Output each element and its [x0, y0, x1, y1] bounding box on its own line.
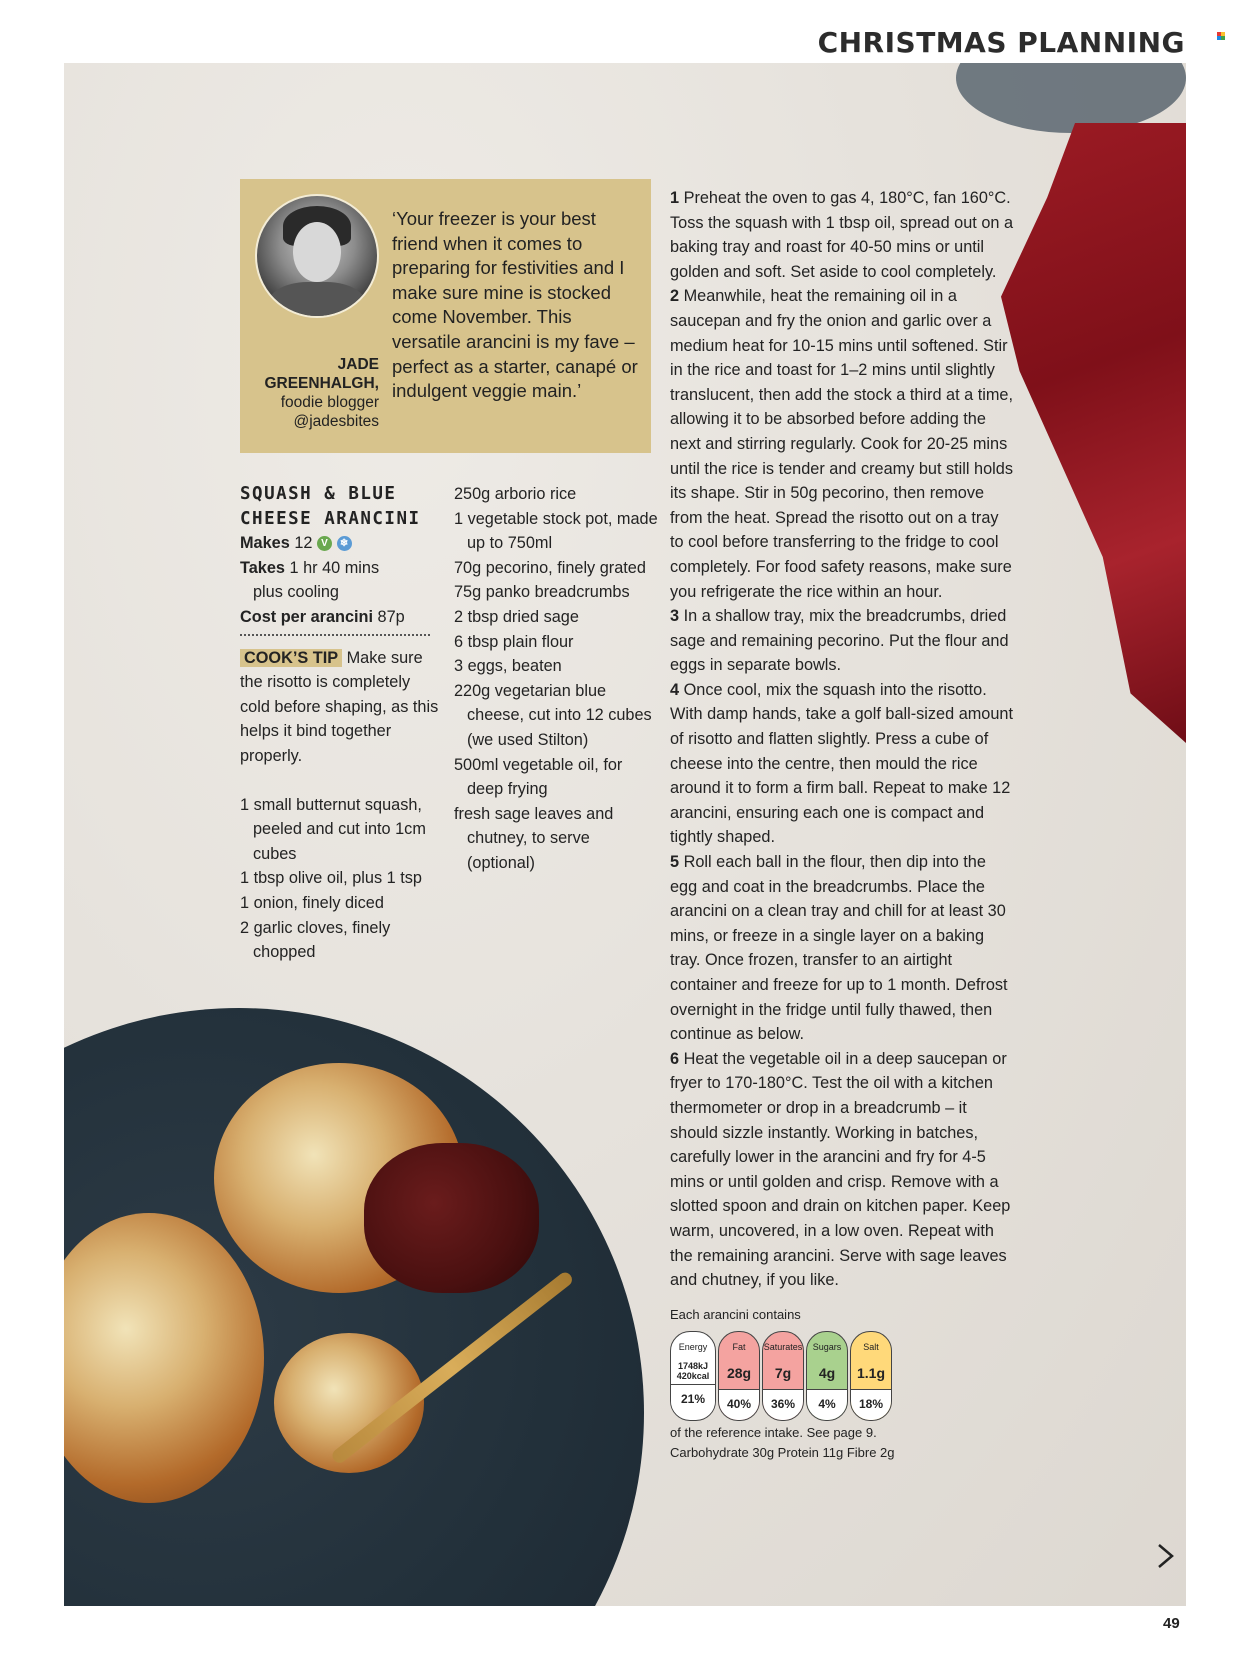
nutrition-label: Salt: [863, 1342, 879, 1353]
freezable-icon: ❄: [337, 536, 352, 551]
nutrition-footnote: of the reference intake. See page 9.: [670, 1425, 877, 1441]
method-column: [670, 186, 1015, 1461]
makes-value: 12: [294, 534, 313, 553]
avatar: [255, 194, 379, 318]
quote-box: [240, 179, 651, 453]
byline: [240, 355, 379, 431]
nutrition-pct: 18%: [851, 1389, 891, 1421]
nutrition-value: 7g: [774, 1364, 792, 1381]
pull-quote: ‘Your freezer is your best friend when it comes to preparing for festivities and I make sure mine is stocked come November. This versatile arancini is my fave – perfect as a starter, canapé or indulgent veggie main.’: [392, 208, 638, 402]
nutrition-tile: [806, 1331, 848, 1421]
page-number: 49: [1163, 1615, 1180, 1632]
ingredient-item: 75g panko breadcrumbs: [454, 583, 630, 602]
nutrition-tile: [670, 1331, 716, 1421]
method-step: [670, 678, 1015, 850]
nutrition-tile: [718, 1331, 760, 1421]
recipe-title-line2: CHEESE ARANCINI: [240, 508, 421, 529]
chutney-image: [364, 1143, 539, 1293]
ingredient-item: 500ml vegetable oil, for deep frying: [454, 755, 623, 799]
author-role: foodie blogger: [280, 394, 379, 411]
vegetarian-icon: V: [317, 536, 332, 551]
ingredient-item: fresh sage leaves and chutney, to serve (optional): [454, 804, 614, 872]
cost-label: Cost per arancini: [240, 607, 374, 626]
nutrition-value: 1.1g: [856, 1364, 885, 1381]
ingredients-list-right: [454, 482, 659, 876]
nutrition-heading: Each arancini contains: [670, 1306, 801, 1322]
ingredient-item: 2 tbsp dried sage: [454, 607, 579, 626]
cooks-tip-text: Make sure the risotto is completely cold before shaping, as this helps it bind together properly.: [240, 648, 439, 765]
step-text: Once cool, mix the squash into the risotto. With damp hands, take a golf ball-sized amount of risotto and flatten slightly. Press a cube of cheese into the centre, then mould the rice around it to form a firm ball. Repeat to make 12 arancini, ensuring each one is compact and tightly shaped.: [670, 680, 1013, 847]
ingredient-item: 250g arborio rice: [454, 485, 577, 503]
ingredient-item: 220g vegetarian blue cheese, cut into 12 cubes (we used Stilton): [454, 681, 652, 749]
cooks-tip-label: COOK’S TIP: [240, 649, 342, 667]
ingredients-list-left: [240, 793, 440, 965]
chevron-right-icon[interactable]: [1152, 1543, 1178, 1569]
step-text: Heat the vegetable oil in a deep saucepan or fryer to 170-180°C. Test the oil with a kitchen thermometer or drop in a breadcrumb – it should sizzle instantly. Working in batches, carefully lower in the arancini and fry for 4-5 mins or until golden and crisp. Remove with a slotted spoon and drain on kitchen paper. Keep warm, uncovered, in a low oven. Repeat with the remaining arancini. Serve with sage leaves and chutney, if you like.: [670, 1049, 1011, 1290]
nutrition-pct: 21%: [671, 1384, 715, 1416]
recipe-info-column: [240, 482, 440, 965]
nutrition-pct: 4%: [807, 1389, 847, 1421]
nutrition-tile: [850, 1331, 892, 1421]
red-napkin-image: [1001, 123, 1186, 743]
ingredient-item: 1 tbsp olive oil, plus 1 tsp: [240, 869, 422, 888]
corner-logo-mark: [1217, 32, 1225, 40]
ingredient-item: 2 garlic cloves, finely chopped: [240, 918, 391, 962]
step-number: 1: [670, 189, 680, 207]
ingredient-item: 6 tbsp plain flour: [454, 632, 574, 651]
nutrition-label: Sugars: [812, 1342, 842, 1353]
step-number: 2: [670, 287, 680, 306]
ingredient-item: 70g pecorino, finely grated: [454, 558, 646, 577]
nutrition-label: Energy: [678, 1342, 708, 1353]
nutrition-extra: Carbohydrate 30g Protein 11g Fibre 2g: [670, 1445, 895, 1461]
step-number: 5: [670, 853, 680, 872]
nutrition-value: 1748kJ 420kcal: [676, 1360, 710, 1381]
nutrition-label: Saturates: [763, 1342, 803, 1353]
method-step: [670, 850, 1015, 1047]
step-text: In a shallow tray, mix the breadcrumbs, dried sage and remaining pecorino. Put the flour and eggs in separate bowls.: [670, 607, 1009, 675]
cost-line: [240, 605, 440, 630]
author-name-line1: JADE: [337, 356, 379, 373]
step-text: Preheat the oven to gas 4, 180°C, fan 160°C. Toss the squash with 1 tbsp oil, spread out on a baking tray and roast for 40-50 mins or until golden and soft. Set aside to cool completely.: [670, 189, 1014, 281]
makes-label: Makes: [240, 534, 290, 553]
section-title: CHRISTMAS PLANNING: [817, 26, 1185, 59]
ingredient-item: 1 vegetable stock pot, made up to 750ml: [454, 509, 658, 553]
takes-label: Takes: [240, 558, 285, 577]
step-number: 3: [670, 607, 680, 626]
method-step: [670, 1047, 1015, 1293]
ingredient-item: 3 eggs, beaten: [454, 657, 562, 676]
nutrition-value: 28g: [726, 1364, 752, 1381]
makes-line: [240, 531, 440, 556]
recipe-title-line1: SQUASH & BLUE: [240, 484, 397, 504]
nutrition-panel: [670, 1303, 1015, 1461]
divider: [240, 634, 430, 636]
takes-extra: plus cooling: [253, 583, 339, 602]
nutrition-tile: [762, 1331, 804, 1421]
takes-value: 1 hr 40 mins: [289, 558, 380, 577]
method-step: [670, 284, 1015, 604]
nutrition-label: Fat: [732, 1342, 746, 1353]
step-number: 4: [670, 680, 680, 699]
ingredient-item: 1 onion, finely diced: [240, 893, 384, 912]
author-handle: @jadesbites: [293, 413, 379, 430]
method-step: [670, 604, 1015, 678]
step-number: 6: [670, 1049, 680, 1068]
cost-value: 87p: [377, 607, 405, 626]
step-text: Roll each ball in the flour, then dip into the egg and coat in the breadcrumbs. Place the arancini on a clean tray and chill for at least 30 mins, or freeze in a single layer on a baking tray. Once frozen, transfer to an airtight container and freeze for up to 1 month. Defrost overnight in the fridge until fully thawed, then continue as below.: [670, 853, 1008, 1044]
author-name-line2: GREENHALGH,: [264, 375, 379, 392]
nutrition-value: 4g: [818, 1364, 836, 1381]
bowl-image: [956, 63, 1186, 133]
takes-line: [240, 556, 440, 581]
ingredient-item: 1 small butternut squash, peeled and cut into 1cm cubes: [240, 795, 426, 863]
nutrition-tiles: [670, 1331, 1015, 1421]
method-step: [670, 186, 1015, 284]
nutrition-pct: 36%: [763, 1389, 803, 1421]
cooks-tip: [240, 646, 440, 769]
nutrition-pct: 40%: [719, 1389, 759, 1421]
step-text: Meanwhile, heat the remaining oil in a saucepan and fry the onion and garlic over a medium heat for 10-15 mins until softened. Stir in the rice and toast for 1–2 mins until slightly translucent, then add the stock a third at a time, allowing it to be absorbed before adding the next and stirring regularly. Cook for 20-25 mins until the rice is tender and creamy but still holds its shape. Stir in 50g pecorino, then remove from the heat. Spread the risotto out on a tray to cool before transferring to the fridge to cool completely. For food safety reasons, make sure you refrigerate the rice within an hour.: [670, 287, 1014, 601]
